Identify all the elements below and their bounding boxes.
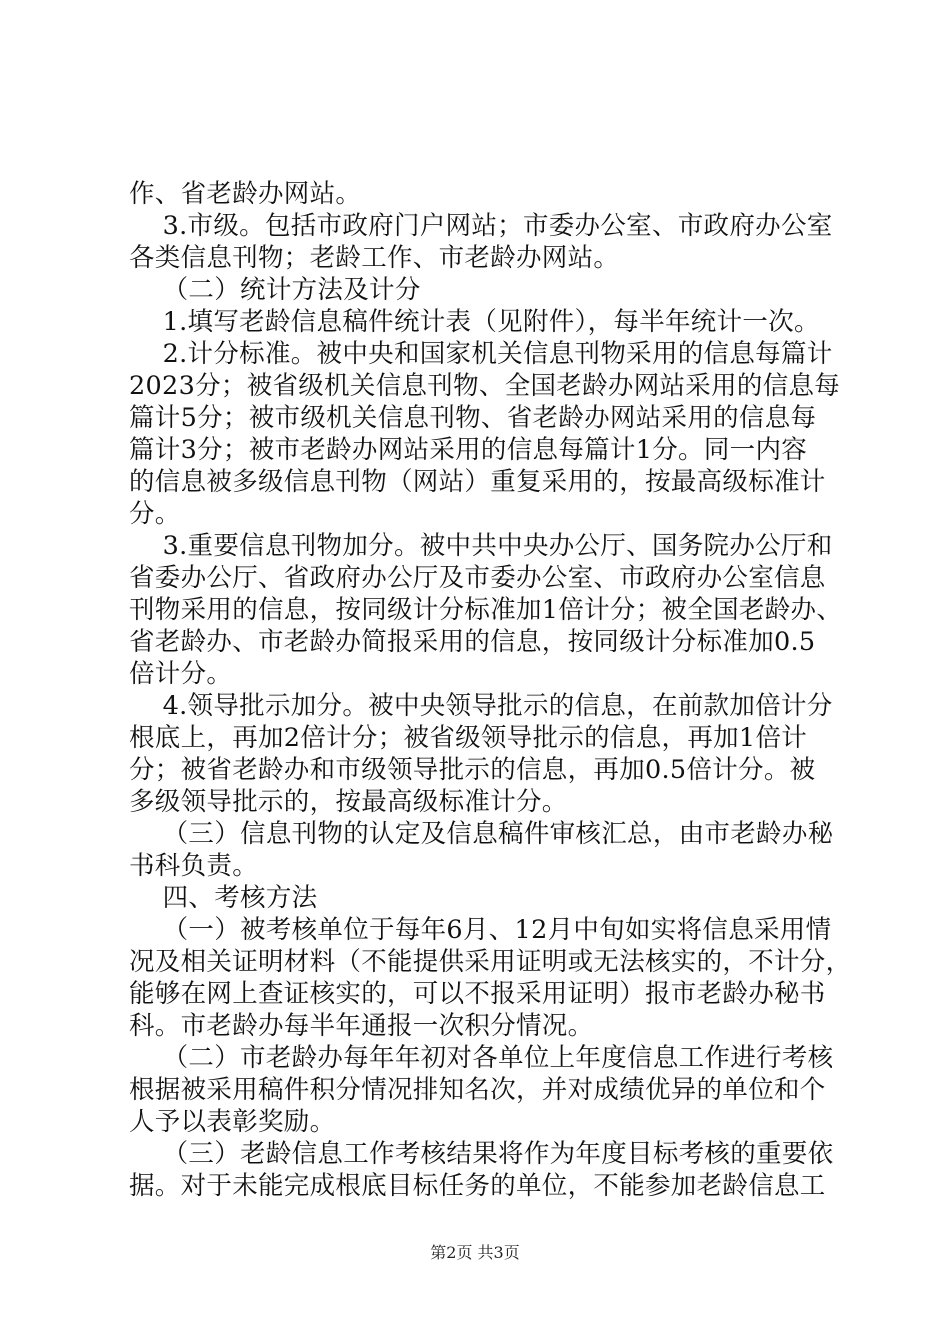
text-line: 书科负责。 <box>129 851 259 881</box>
text-line: 根底上，再加2倍计分；被省级领导批示的信息，再加1倍计 <box>129 723 808 753</box>
text-line: 能够在网上查证核实的，可以不报采用证明）报市老龄办秘书 <box>129 979 826 1009</box>
text-line: 况及相关证明材料（不能提供采用证明或无法核实的，不计分， <box>129 947 852 977</box>
text-line: 多级领导批示的，按最高级标准计分。 <box>129 787 568 817</box>
text-line: （三）信息刊物的认定及信息稿件审核汇总，由市老龄办秘 <box>129 819 834 849</box>
text-line: 据。对于未能完成根底目标任务的单位，不能参加老龄信息工 <box>129 1171 826 1201</box>
text-line: 科。市老龄办每半年通报一次积分情况。 <box>129 1011 594 1041</box>
text-line: 篇计5分；被市级机关信息刊物、省老龄办网站采用的信息每 <box>129 403 817 433</box>
text-line: （二）市老龄办每年年初对各单位上年度信息工作进行考核 <box>129 1043 834 1073</box>
text-line: 分；被省老龄办和市级领导批示的信息，再加0.5倍计分。被 <box>129 755 816 785</box>
text-line: 刊物采用的信息，按同级计分标准加1倍计分；被全国老龄办、 <box>129 595 843 625</box>
text-line: 的信息被多级信息刊物（网站）重复采用的，按最高级标准计 <box>129 467 826 497</box>
section-heading: （二）统计方法及计分 <box>129 275 421 305</box>
text-line: 省老龄办、市老龄办简报采用的信息，按同级计分标准加0.5 <box>129 627 816 657</box>
text-line: 4.领导批示加分。被中央领导批示的信息，在前款加倍计分 <box>129 691 833 721</box>
text-line: 2.计分标准。被中央和国家机关信息刊物采用的信息每篇计 <box>129 339 833 369</box>
text-line: 倍计分。 <box>129 659 233 689</box>
text-line: 各类信息刊物；老龄工作、市老龄办网站。 <box>129 243 620 273</box>
text-line: 人予以表彰奖励。 <box>129 1107 336 1137</box>
text-line: 1.填写老龄信息稿件统计表（见附件），每半年统计一次。 <box>129 307 820 337</box>
page-number-footer: 第2页 共3页 <box>430 1243 520 1262</box>
text-line: 篇计3分；被市老龄办网站采用的信息每篇计1分。同一内容 <box>129 435 808 465</box>
text-line: 3.重要信息刊物加分。被中共中央办公厅、国务院办公厅和 <box>129 531 833 561</box>
section-heading: 四、考核方法 <box>129 883 318 913</box>
text-line: 作、省老龄办网站。 <box>129 179 362 209</box>
text-line: 2023分；被省级机关信息刊物、全国老龄办网站采用的信息每 <box>129 371 841 401</box>
text-line: 分。 <box>129 499 181 529</box>
text-line: （一）被考核单位于每年6月、12月中旬如实将信息采用情 <box>129 915 832 945</box>
text-line: 根据被采用稿件积分情况排知名次，并对成绩优异的单位和个 <box>129 1075 826 1105</box>
text-line: 3.市级。包括市政府门户网站；市委办公室、市政府办公室 <box>129 211 833 241</box>
text-line: 省委办公厅、省政府办公厅及市委办公室、市政府办公室信息 <box>129 563 826 593</box>
text-line: （三）老龄信息工作考核结果将作为年度目标考核的重要依 <box>129 1139 834 1169</box>
